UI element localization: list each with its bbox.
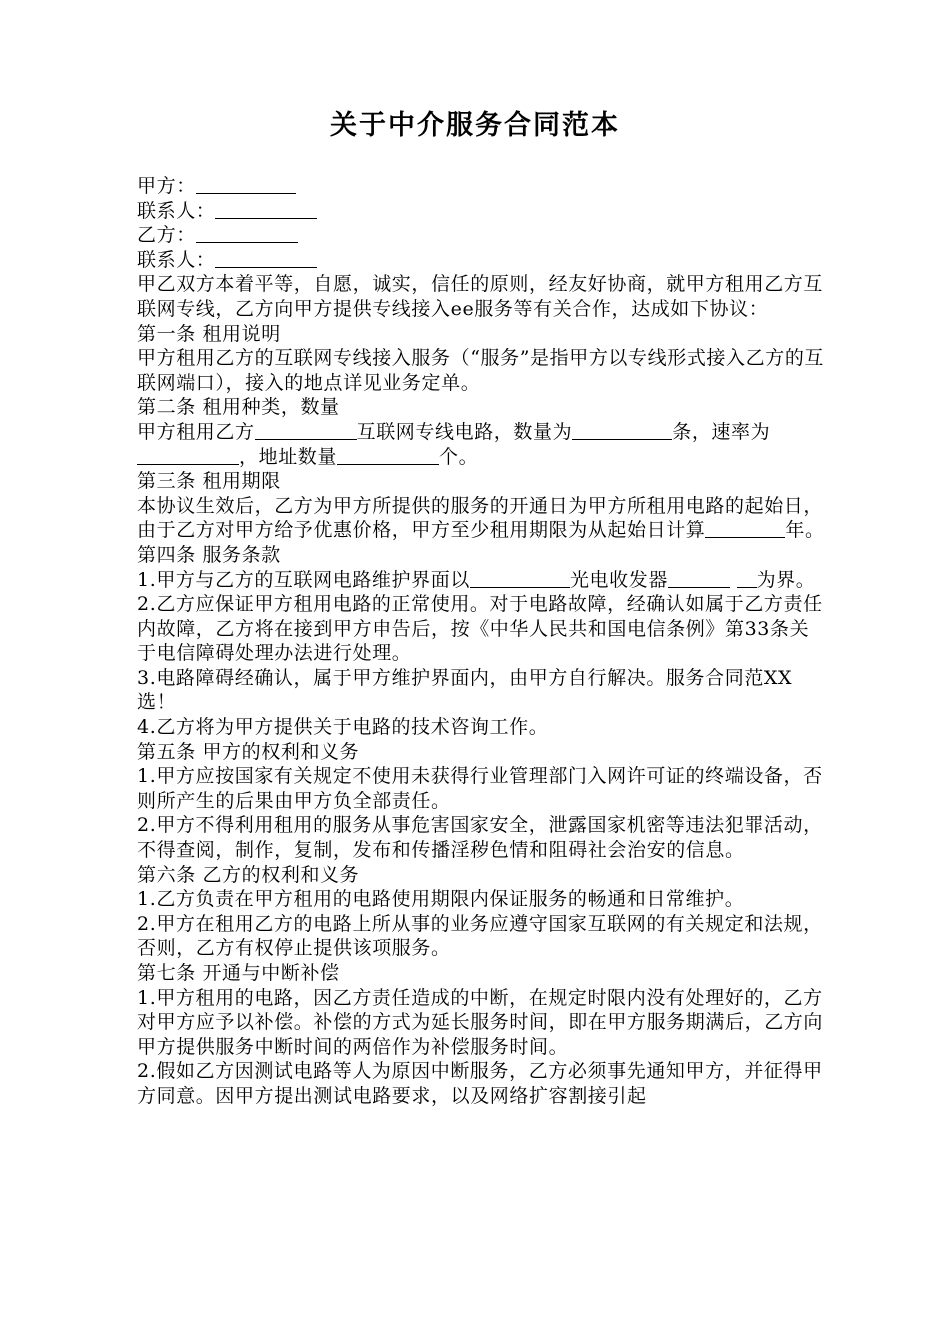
article-4-item-1 [137, 568, 827, 593]
art4-item1-a: 1.甲方与乙方的互联网电路维护界面以 [137, 568, 470, 591]
document-body [137, 174, 827, 1109]
art3-text-a: 本协议生效后，乙方为甲方所提供的服务的开通日为甲方所租用电路的起始日，由于乙方对甲方给予优惠价格，甲方至少租用期限为从起始日计算 [137, 494, 824, 542]
contact-line-2 [137, 248, 827, 273]
maintenance-interface-blank[interactable] [470, 569, 570, 588]
article-6-heading: 第六条 乙方的权利和义务 [137, 863, 360, 886]
article-1-heading: 第一条 租用说明 [137, 322, 281, 345]
art2-text-c: 条，速率 [672, 420, 751, 443]
transceiver-blank-cont[interactable] [737, 569, 757, 588]
art2-text-d: 为 [750, 420, 771, 443]
contact-blank-2[interactable] [215, 249, 317, 268]
contact-label-2: 联系人： [137, 248, 216, 271]
party-a-blank[interactable] [196, 175, 296, 194]
article-4-heading: 第四条 服务条款 [137, 543, 281, 566]
art4-item1-b: 光电收发器 [569, 568, 668, 591]
quantity-blank[interactable] [572, 421, 672, 440]
party-b-label: 乙方： [137, 224, 196, 247]
article-7-heading: 第七条 开通与中断补偿 [137, 962, 340, 984]
article-2-text [137, 420, 827, 469]
document-title: 关于中介服务合同范本 [330, 110, 620, 141]
address-count-blank[interactable] [337, 446, 439, 465]
line-type-blank[interactable] [255, 421, 357, 440]
article-1-text: 甲方租用乙方的互联网专线接入服务（“服务”是指甲方以专线形式接入乙方的互联网端口），接入的地点详见业务定单。 [137, 347, 825, 394]
article-7-item-2: 2.假如乙方因测试电路等人为原因中断服务，乙方必须事先通知甲方，并征得甲方同意。因甲方提出测试电路要求，以及网络扩容割接引起 [137, 1060, 823, 1107]
contact-line-1 [137, 199, 827, 224]
article-6-item-2: 2.甲方在租用乙方的电路上所从事的业务应遵守国家互联网的有关规定和法规，否则，乙方有权停止提供该项服务。 [137, 912, 823, 960]
party-a-line [137, 174, 827, 199]
term-years-blank[interactable] [705, 519, 785, 538]
art2-text-e: ，地址数量 [239, 445, 338, 468]
article-3-heading: 第三条 租用期限 [137, 470, 281, 493]
article-5-heading: 第五条 甲方的权利和义务 [137, 740, 360, 763]
art2-text-f: 个。 [439, 445, 479, 468]
contact-blank-1[interactable] [215, 200, 317, 219]
article-2-heading: 第二条 租用种类，数量 [137, 396, 340, 419]
article-3-text [137, 494, 827, 543]
article-4-item-2: 2.乙方应保证甲方租用电路的正常使用。对于电路故障，经确认如属于乙方责任内故障，乙方将在接到甲方申告后，按《中华人民共和国电信条例》第33条关于电信障碍处理办法进行处理。 [137, 593, 823, 665]
article-5-item-1: 1.甲方应按国家有关规定不使用未获得行业管理部门入网许可证的终端设备，否则所产生的后果由甲方负全部责任。 [137, 765, 823, 812]
party-a-label: 甲方： [137, 175, 196, 197]
party-b-blank[interactable] [196, 224, 298, 243]
article-7-item-1: 1.甲方租用的电路，因乙方责任造成的中断，在规定时限内没有处理好的，乙方对甲方应予以补偿。补偿的方式为延长服务时间，即在甲方服务期满后，乙方向甲方提供服务中断时间的两倍作为补偿服务时间。 [137, 986, 824, 1058]
art2-text-b: 互联网专线电路，数量为 [356, 420, 573, 443]
contact-label-1: 联系人： [137, 199, 216, 222]
art2-text-a: 甲方租用乙方 [137, 420, 255, 443]
article-4-item-4: 4.乙方将为甲方提供关于电路的技术咨询工作。 [137, 716, 549, 739]
article-5-item-2: 2.甲方不得利用租用的服务从事危害国家安全，泄露国家机密等违法犯罪活动，不得查阅，制作，复制，发布和传播淫秽色情和阻碍社会治安的信息。 [137, 814, 823, 862]
article-6-item-1: 1.乙方负责在甲方租用的电路使用期限内保证服务的畅通和日常维护。 [137, 888, 745, 911]
party-b-line [137, 223, 827, 248]
intro-paragraph: 甲乙双方本着平等，自愿，诚实，信任的原则，经友好协商，就甲方租用乙方互联网专线，乙方向甲方提供专线接入ee服务等有关合作，达成如下协议： [137, 273, 824, 320]
transceiver-blank[interactable] [668, 569, 730, 588]
art4-item1-c: 为界。 [756, 568, 816, 591]
art3-text-b: 年。 [785, 519, 825, 542]
rate-blank[interactable] [137, 446, 239, 465]
article-4-item-3: 3.电路障碍经确认，属于甲方维护界面内，由甲方自行解决。服务合同范XX选！ [137, 666, 793, 714]
